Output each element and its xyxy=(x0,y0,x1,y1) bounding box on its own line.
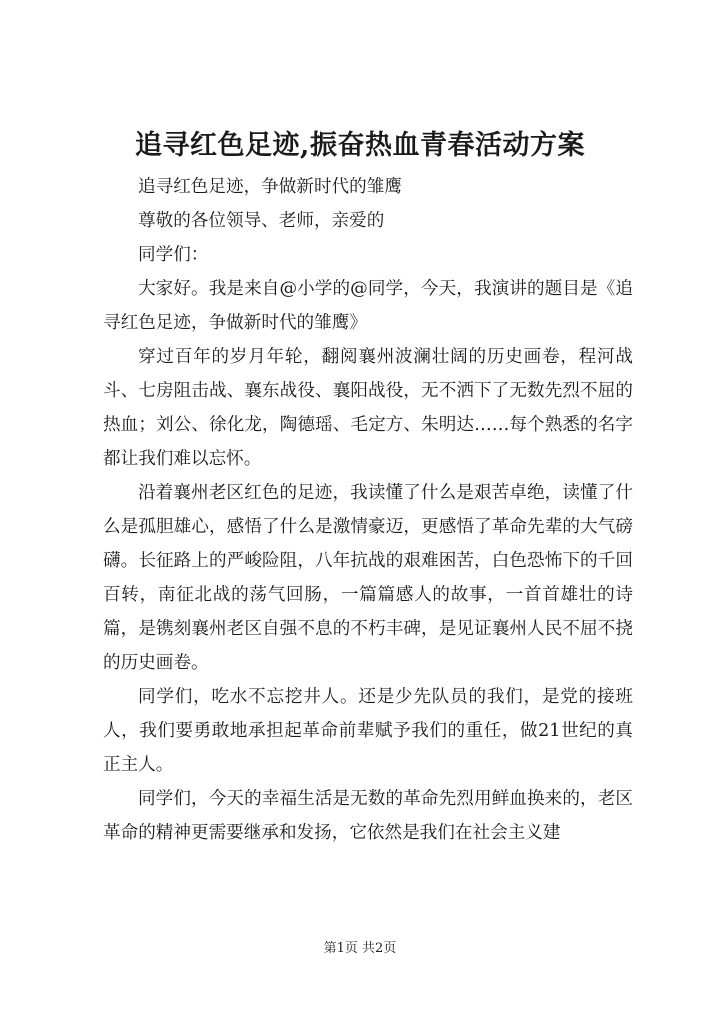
paragraph-salutation-continued: 同学们： xyxy=(138,245,209,265)
document-title: 追寻红色足迹,振奋热血青春活动方案 xyxy=(135,130,585,161)
page-number-footer: 第1页 共2页 xyxy=(323,941,397,956)
paragraph-happiness: 同学们，今天的幸福生活是无数的革命先烈用鲜血换来的，老区革命的精神更需要继承和发扬，它依然是我们在社会主义建 xyxy=(103,789,633,843)
paragraph-salutation: 尊敬的各位领导、老师，亲爱的 xyxy=(138,211,385,231)
paragraph-history: 穿过百年的岁月年轮，翻阅襄州波澜壮阔的历史画卷，程河战斗、七房阻击战、襄东战役、襄阳战役，无不洒下了无数先烈不屈的热血；刘公、徐化龙，陶德瑶、毛定方、朱明达……每个熟悉的名字都让我们难以忘怀。 xyxy=(103,347,633,469)
paragraph-responsibility: 同学们，吃水不忘挖井人。还是少先队员的我们，是党的接班人，我们要勇敢地承担起革命前辈赋予我们的重任，做21世纪的真正主人。 xyxy=(103,687,633,775)
paragraph-greeting: 大家好。我是来自@小学的@同学，今天，我演讲的题目是《追寻红色足迹，争做新时代的雏鹰》 xyxy=(103,279,633,333)
paragraph-footsteps: 沿着襄州老区红色的足迹，我读懂了什么是艰苦卓绝，读懂了什么是孤胆雄心，感悟了什么是激情豪迈，更感悟了革命先辈的大气磅礴。长征路上的严峻险阻，八年抗战的艰难困苦，白色恐怖下的千回百转，南征北战的荡气回肠，一篇篇感人的故事，一首首雄壮的诗篇，是镌刻襄州老区自强不息的不朽丰碑，是见证襄州人民不屈不挠的历史画卷。 xyxy=(103,483,633,673)
document-body xyxy=(103,170,633,850)
paragraph-subtitle: 追寻红色足迹，争做新时代的雏鹰 xyxy=(138,177,402,197)
